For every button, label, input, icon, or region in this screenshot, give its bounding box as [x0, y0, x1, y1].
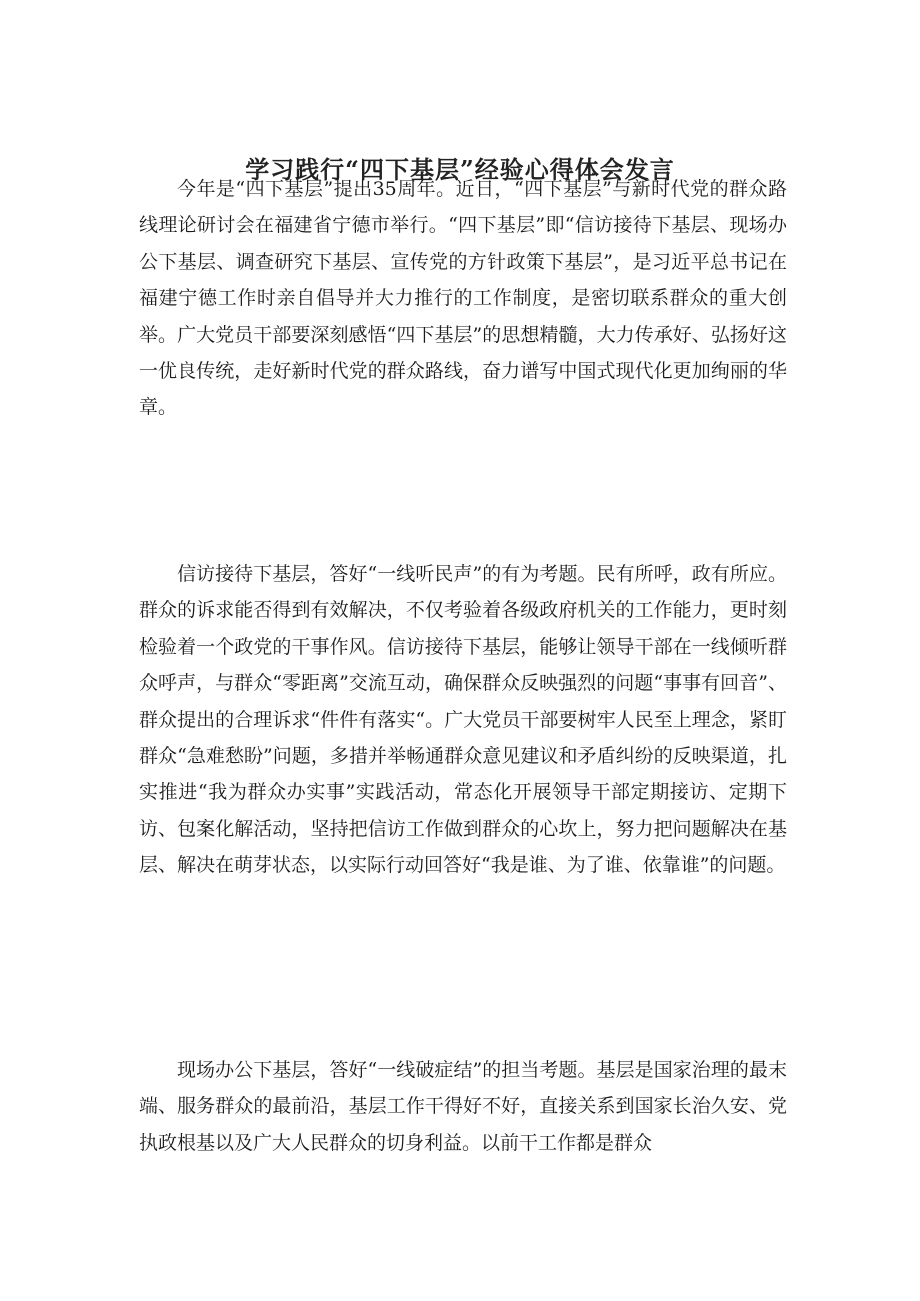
paragraph-petition-reception: 信访接待下基层，答好“一线听民声”的有为考题。民有所呼，政有所应。群众的诉求能否得到有效解决，不仅考验着各级政府机关的工作能力，更时刻检验着一个政党的干事作风。信访接待下基层，能够让领导干部在一线倾听群众呼声，与群众“零距离”交流互动，确保群众反映强烈的问题“事事有回音”、群众提出的合理诉求“件件有落实“。广大党员干部要树牢人民至上理念，紧盯群众“急难愁盼”问题，多措并举畅通群众意见建议和矛盾纠纷的反映渠道，扎实推进“我为群众办实事”实践活动，常态化开展领导干部定期接访、定期下访、包案化解活动，坚持把信访工作做到群众的心坎上，努力把问题解决在基层、解决在萌芽状态，以实际行动回答好“我是谁、为了谁、依靠谁”的问题。 [139, 563, 787, 877]
document-title: 学习践行“四下基层”经验心得体会发言 [245, 155, 675, 185]
paragraph-onsite-office: 现场办公下基层，答好“一线破症结”的担当考题。基层是国家治理的最末端、服务群众的最前沿，基层工作干得好不好，直接关系到国家长治久安、党执政根基以及广大人民群众的切身利益。以前干工作都是群众 [139, 1059, 787, 1154]
paragraph-intro: 今年是“四下基层”提出35周年。近日，“四下基层”与新时代党的群众路线理论研讨会在福建省宁德市举行。“四下基层”即“信访接待下基层、现场办公下基层、调查研究下基层、宣传党的方针政策下基层”，是习近平总书记在福建宁德工作时亲自倡导并大力推行的工作制度，是密切联系群众的重大创举。广大党员干部要深刻感悟“四下基层”的思想精髓，大力传承好、弘扬好这一优良传统，走好新时代党的群众路线，奋力谱写中国式现代化更加绚丽的华章。 [139, 178, 787, 419]
